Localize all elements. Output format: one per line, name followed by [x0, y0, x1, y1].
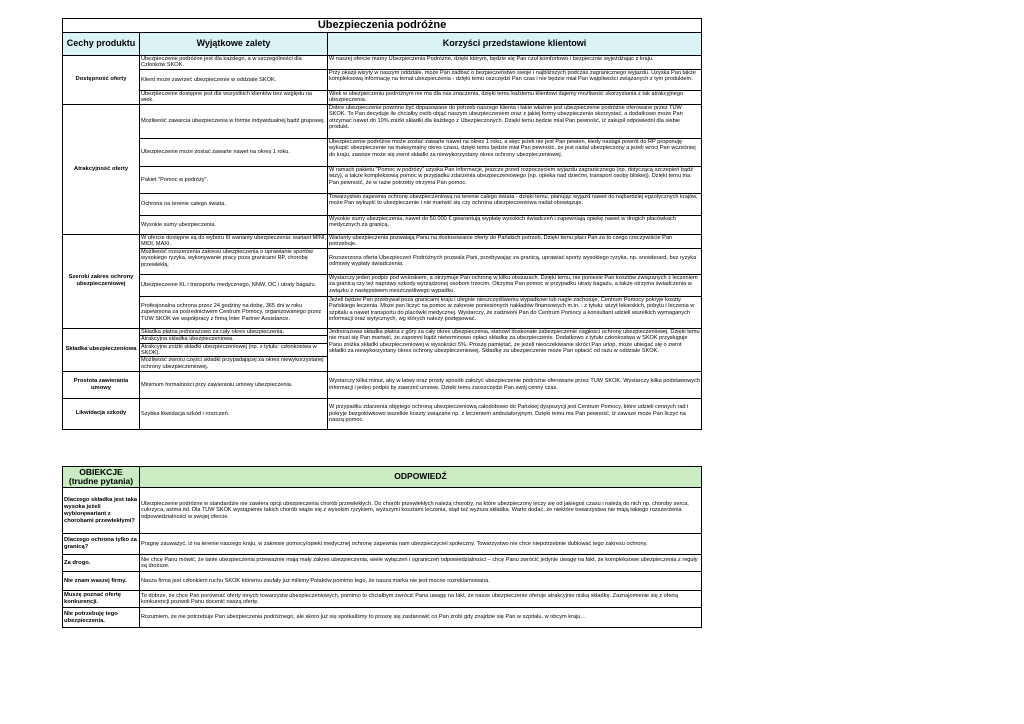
- advantage-cell: Ubezpieczenie może zostać zawarte nawet na okres 1 roku.: [140, 138, 328, 166]
- benefit-cell: Wystarczy jeden podpis pod wnioskiem, a otrzymuje Pan ochronę w kilku obszarach. Dzięki temu, nie poniesie Pan kosztów związanych z leczeniem za granicą czy też naprawy szkody wyrządzonej osobom trzecim. Otrzyma Pan pomoc w przypadku utraty bagażu, a także otrzyma świadczenia w związku z następstwem nieszczęśliwego wypadku.: [328, 274, 702, 296]
- header-advantages: Wyjątkowe zalety: [140, 33, 328, 56]
- answer-cell: To dobrze, że chce Pan porównać oferty innych towarzystw ubezpieczeniowych, pomimo to chciałbym zwrócić Pana uwagę na fakt, że nasze ubezpieczenie oferuje atrakcyjnie niską składkę. Zaznajomienie się z ofertą konkurencji pozwoli Panu docenić naszą ofertę.: [140, 591, 702, 608]
- benefit-cell: W ramach pakietu "Pomoc w podróży" uzyska Pan informacje, jeszcze przed rozpoczęciem wyjazdu zagranicznego (np. dotyczącą szczepień bądź wizy), a także kompleksową pomoc w przypadku zdarzenia ubezpieczeniowego (np. opieka nad dziećmi, transport osoby bliskiej). Dzięki temu ma Pan pewność, że w razie potrzeby otrzyma Pan pomoc.: [328, 166, 702, 193]
- benefit-cell: W naszej ofercie mamy Ubezpieczenia Podróżne, dzięki którym, będzie się Pan czuł komfortowo i bezpiecznie wyjeżdżając z kraju.: [328, 56, 702, 70]
- header-answer: ODPOWIEDŹ: [140, 467, 702, 488]
- feature-simplicity: Prostota zawierania umowy: [63, 371, 140, 398]
- benefit-cell: W przypadku zdarzenia objętego ochroną ubezpieczeniową całodobowo do Pańskiej dyspozycji jest Centrum Pomocy, które udzieli cennych rad i pokryje bezgotówkowo wszelkie koszty związane np. z leczeniem ambulatoryjnym. Dzięki temu ma Pan pewność, iż zawsze może Pan liczyć na naszą pomoc.: [328, 398, 702, 429]
- advantage-cell: Ochrona na terenie całego świata.: [140, 193, 328, 215]
- advantage-line: Atrakcyjne zniżki składki ubezpieczeniowej (np. z tytułu: członkostwa w SKOK).: [140, 344, 327, 358]
- objection-cell: Dlaczego składka jest taka wysoka jeżeli wybioręwariant z chorobami przewlekłymi?: [63, 488, 140, 534]
- feature-coverage: Szeroki zakres ochrony ubezpieczeniowej: [63, 234, 140, 328]
- feature-attractiveness: Atrakcyjność oferty: [63, 104, 140, 234]
- benefit-cell: Jeżeli będzie Pan przebywał poza granicami kraju i ulegnie nieszczęśliwemu wypadkowi lub nagle zachoruje, Centrum Pomocy pokryje koszty Pańskiego leczenia. Może pan liczyć na pomoc w zakresie poniesionych nakładów finansowych m.in. : z tytułu: wizyt lekarskich, pobytu i leczenia w szpitalu a nawet transportu do placówki medycznej. Wystarczy, że zadzwoni Pan do Centrum Pomocy a konsultant udzieli wszelkich wymaganych informacji oraz wytycznych, wg których należy postępować.: [328, 296, 702, 328]
- answer-cell: Ubezpieczenie podróżne w standardzie nie zawiera opcji ubezpieczenia chorób przewlekłych. Do chorób przewlekłych należą choroby, na które ubezpieczony leczy się od jakiegoś czasu i należą do nich np. choroby serca, cukrzyca, astma itd. Dla TUW SKOK wystąpienie takich chorób wiąże się z wysokim ryzykiem, wyższymi kosztami leczenia, stąd też wyższa składka. Warto dodać, że niektóre towarzystwa nie mają takiego rozszerzenia odpowiedzialności w swojej ofercie.: [140, 488, 702, 534]
- advantage-cell: Możliwość zawarcia ubezpieczenia w formie indywidualnej bądź grupowej.: [140, 104, 328, 138]
- objections-table: [62, 466, 702, 628]
- benefit-cell: Jednorazowa składka płatna z góry za cały okres ubezpieczenia, stanowi doskonałe zabezpieczenie ciągłości ochrony ubezpieczeniowej. Dzięki temu nie musi się Pan martwić, że zapomni bądź nieterminowo opłaci składkę za ubezpieczenie. Dodatkowo z tytułu członkostwa w SKOK przysługuje Panu zniżka składki ubezpieczeniowej w wysokości 5%. Proszę pamiętać, że jeżeli nieoczekiwanie skróci Pan urlop, może ubiegać się o zwrot składki za niewykorzystany okres ochrony ubezpieczeniowej. Składkę za ubezpieczenie może Pan opłacić od razu w oddziale SKOK.: [328, 328, 702, 371]
- answer-cell: Pragnę zauważyć, iż na terenie naszego kraju, w zakresie pomocy/opieki medycznej ochronę zapewnia nam ubezpieczyciel społeczny. Towarzystwo nie chce niepotrzebnie dublować tego zakresu ochrony.: [140, 534, 702, 555]
- advantage-line: Atrakcyjna składka ubezpieczeniowa.: [140, 336, 327, 343]
- advantage-cell: Wysokie sumy ubezpieczenia.: [140, 215, 328, 234]
- advantage-cell: Ubezpieczenie dostępne jest dla wszystkich klientów bez względu na wiek.: [140, 90, 328, 104]
- feature-availability: Dostępność oferty: [63, 56, 140, 105]
- answer-cell: Nasza firma jest członkiem ruchu SKOK któremu zaufały już miliony Polaków pomimo tego, że nasza marka nie jest mocno rozreklamowana.: [140, 572, 702, 591]
- header-features: Cechy produktu: [63, 33, 140, 56]
- advantage-cell: Klient może zawrzeć ubezpieczenie w oddziale SKOK.: [140, 69, 328, 90]
- header-benefits: Korzyści przedstawione klientowi: [328, 33, 702, 56]
- header-objections: OBIEKCJE (trudne pytania): [63, 467, 140, 488]
- advantage-cell: Minimum formalności przy zawieraniu umowy ubezpieczenia.: [140, 371, 328, 398]
- benefit-cell: Warianty ubezpieczenia pozwalają Panu na dostosowanie oferty do Pańskich potrzeb. Dzięki temu płaci Pan za to czego rzeczywiście Pan potrzebuje.: [328, 234, 702, 248]
- advantage-cell: W ofercie dostępne są do wyboru III warianty ubezpieczenia: wariant MINI, MIDI, MAXI.: [141, 234, 326, 248]
- advantage-cell: Pakiet "Pomoc w podróży".: [140, 166, 328, 193]
- benefit-cell: Dobre ubezpieczenie powinno być dopasowane do potrzeb naszego klienta i takie właśnie jest ubezpieczenie podróżne oferowane przez TUW SKOK. To Pan decyduje ile chciałby osób objąć naszym ubezpieczeniem oraz z jakiej formy ubezpieczenia skorzystać, a dodatkowo może Pan otrzymać nawet do 10% zniżki składki dla każdego z Ubezpieczonych. Dzięki temu będzie miał Pan pewność, iż zakupił odpowiedni dla siebie produkt.: [328, 104, 702, 138]
- feature-claims: Likwidacja szkody: [63, 398, 140, 429]
- benefit-cell: Ubezpieczenie podróżne może zostać zawarte nawet na okres 1 roku, a więc jeżeli nie jest Pan pewien, kiedy nastąpi powrót do RP proponuję wykupić ubezpieczenie na maksymalny okres czasu, dzięki temu będzie miał Pan pewność, że jest nadal ubezpieczony a jeżeli wróci Pan wcześniej do kraju, zawsze może się zwrot składki za niewykorzystany okres ochrony ubezpieczeniowej.: [328, 138, 702, 166]
- objection-cell: Za drogo.: [63, 555, 140, 572]
- objection-cell: Dlaczego ochrona tylko za granicą?: [63, 534, 140, 555]
- table-title: Ubezpieczenia podróżne: [63, 19, 702, 33]
- advantage-cell: Ubezpieczenie KL i transportu medycznego, NNW, OC i utraty bagażu.: [140, 274, 328, 296]
- benefit-cell: Wiek w ubezpieczeniu podróżnym nie ma dla nas znaczenia, dzięki temu każdemu klientowi dajemy możliwość skorzystania z tak atrakcyjnego ubezpieczenia.: [328, 90, 702, 104]
- benefit-cell: Przy okazji wizyty w naszym oddziale, może Pan zadbać o bezpieczeństwo swoje i najbliższych podczas zagranicznego wyjazdu. Uzyska Pan także kompleksową informację na temat ubezpieczenia - dzięki temu oszczędzi Pan czas i nie będzie miał Pan wątpliwości związanych z tym produktem.: [328, 69, 702, 90]
- advantage-line: Możliwość zwrotu części składki przypadającej za okres niewykorzystanej ochrony ubezpieczeniowej.: [141, 357, 324, 370]
- benefit-cell: Wystarczy kilka minut, aby w łatwy oraz prosty sposób założyć ubezpieczenie podróżne oferowane przez TUW SKOK. Wystarczy kilka podstawowych informacji i jeden podpis by zawrzeć umowę. Dzięki temu zaoszczędzi Pan swój cenny czas.: [328, 371, 702, 398]
- advantage-cell: Profesjonalna ochrona przez 24 godziny na dobę, 365 dni w roku zapewniona za pośrednictwem Centrum Pomocy, organizowanego przez TUW SKOK we współpracy z firmą Inter Partner Assistance.: [140, 296, 328, 328]
- advantage-cell: Możliwość rozszerzenia zakresu ubezpieczenia o uprawianie sportów wysokiego ryzyka, wykonywanie pracy poza granicami RP, chorobę przewlekłą.: [140, 248, 328, 274]
- advantage-line: Składka płatna jednorazowo za cały okres ubezpieczenia.: [140, 329, 327, 336]
- benefit-cell: Towarzystwo zapewnia ochronę ubezpieczeniową na terenie całego świata - dzięki temu, planując wyjazd nawet do najbardziej egzotycznych krajów, może Pan wykupić to ubezpieczenie i nie martwić się czy ochrona ubezpieczeniowa nadal obowiązuje.: [328, 193, 702, 215]
- benefits-table: [62, 18, 702, 430]
- objection-cell: Nie znam waszej firmy.: [63, 572, 140, 591]
- feature-premium: Składka ubezpieczeniowa: [63, 328, 140, 371]
- benefit-cell: Rozszerzona oferta Ubezpieczeń Podróżnych pozwala Pani, przebywając za granicą, uprawiać sporty wysokiego ryzyka, np. snowboard, bez ryzyka odmowy wypłaty świadczenia.: [328, 248, 702, 274]
- objection-cell: Nie potrzebuję tego ubezpieczenia.: [63, 608, 140, 628]
- advantage-cell: Ubezpieczenie podróżne jest dla każdego, a w szczególności dla Członków SKOK.: [140, 56, 328, 70]
- benefit-cell: Wysokie sumy ubezpieczenia, nawet do 50.000 € gwarantują wypłatę wysokich świadczeń i zapewniają opiekę nawet w drogich placówkach medycznych za granicą.: [328, 215, 702, 234]
- premium-advantages: [140, 328, 328, 371]
- answer-cell: Rozumiem, że nie potrzebuje Pan ubezpieczenia podróżnego, ale skoro już się spotkaliśmy to proszę się zastanowić co Pan zrobi gdy znajdzie się Pan w szpitalu, w obcym kraju…: [140, 608, 702, 628]
- objection-cell: Muszę poznać ofertę konkurencji.: [63, 591, 140, 608]
- advantage-cell: Szybka likwidacja szkód i roszczeń.: [140, 398, 328, 429]
- answer-cell: Nie chcę Panu mówić, że tanie ubezpieczenia przeważnie mają mały zakres ubezpieczenia, wiele wyłączeń i ograniczeń odpowiedzialności – chcę Panu zwrócić jedynie uwagę na fakt, że kompleksowe ubezpieczenia z reguły są droższe.: [140, 555, 702, 572]
